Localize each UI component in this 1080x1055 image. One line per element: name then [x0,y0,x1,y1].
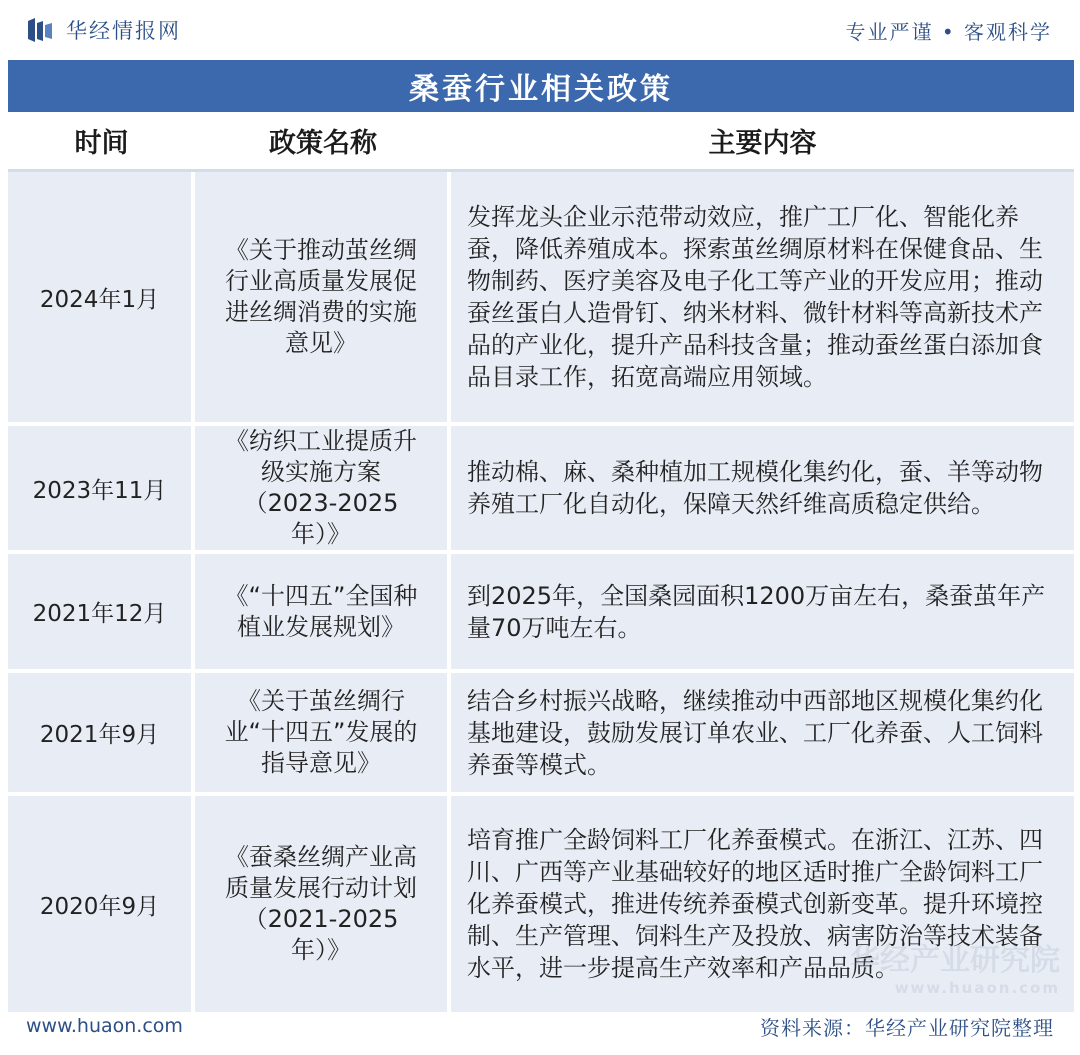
source-note: 资料来源：华经产业研究院整理 [760,1015,1054,1040]
policy-table-container [8,112,1074,1016]
table-title-bar [8,60,1074,112]
policy-time: 2021年9月 [8,673,195,796]
huajing-logo-icon [26,17,54,43]
column-header-main-content: 主要内容 [451,112,1074,172]
brand[interactable] [26,15,181,45]
table-title: 桑蚕行业相关政策 [409,72,673,107]
policy-time: 2020年9月 [8,796,195,1016]
column-header-time: 时间 [8,112,195,172]
policy-name: 《“十四五”全国种植业发展规划》 [195,554,451,673]
policy-name: 《纺织工业提质升级实施方案（2023-2025年）》 [195,426,451,554]
policy-time: 2021年12月 [8,554,195,673]
policy-content: 推动棉、麻、桑种植加工规模化集约化，蚕、羊等动物养殖工厂化自动化，保障天然纤维高质稳定供给。 [451,426,1074,554]
policy-content: 结合乡村振兴战略，继续推动中西部地区规模化集约化基地建设，鼓励发展订单农业、工厂化养蚕、人工饲料养蚕等模式。 [451,673,1074,796]
policy-content: 发挥龙头企业示范带动效应，推广工厂化、智能化养蚕，降低养殖成本。探索茧丝绸原材料在保健食品、生物制药、医疗美容及电子化工等产业的开发应用；推动蚕丝蛋白人造骨钉、纳米材料、微针材料等高新技术产品的产业化，提升产品科技含量；推动蚕丝蛋白添加食品目录工作，拓宽高端应用领域。 [451,172,1074,426]
policy-time: 2023年11月 [8,426,195,554]
policy-table [8,112,1074,1016]
table-row [8,554,1074,673]
policy-name: 《关于推动茧丝绸行业高质量发展促进丝绸消费的实施意见》 [195,172,451,426]
policy-name: 《蚕桑丝绸产业高质量发展行动计划（2021-2025年）》 [195,796,451,1016]
table-row [8,673,1074,796]
policy-name: 《关于茧丝绸行业“十四五”发展的指导意见》 [195,673,451,796]
table-header-row [8,112,1074,172]
column-header-policy-name: 政策名称 [195,112,451,172]
policy-content: 到2025年，全国桑园面积1200万亩左右，桑蚕茧年产量70万吨左右。 [451,554,1074,673]
slogan: 专业严谨 • 客观科学 [845,19,1052,44]
table-row [8,426,1074,554]
top-bar [0,0,1080,60]
brand-name: 华经情报网 [66,19,181,43]
table-row [8,172,1074,426]
policy-time: 2024年1月 [8,172,195,426]
site-link[interactable]: www.huaon.com [26,1015,183,1037]
table-row [8,796,1074,1016]
footer [0,1002,1080,1050]
policy-content: 培育推广全龄饲料工厂化养蚕模式。在浙江、江苏、四川、广西等产业基础较好的地区适时推广全龄饲料工厂化养蚕模式，推进传统养蚕模式创新变革。提升环境控制、生产管理、饲料生产及投放、病害防治等技术装备水平，进一步提高生产效率和产品品质。 [451,796,1074,1016]
